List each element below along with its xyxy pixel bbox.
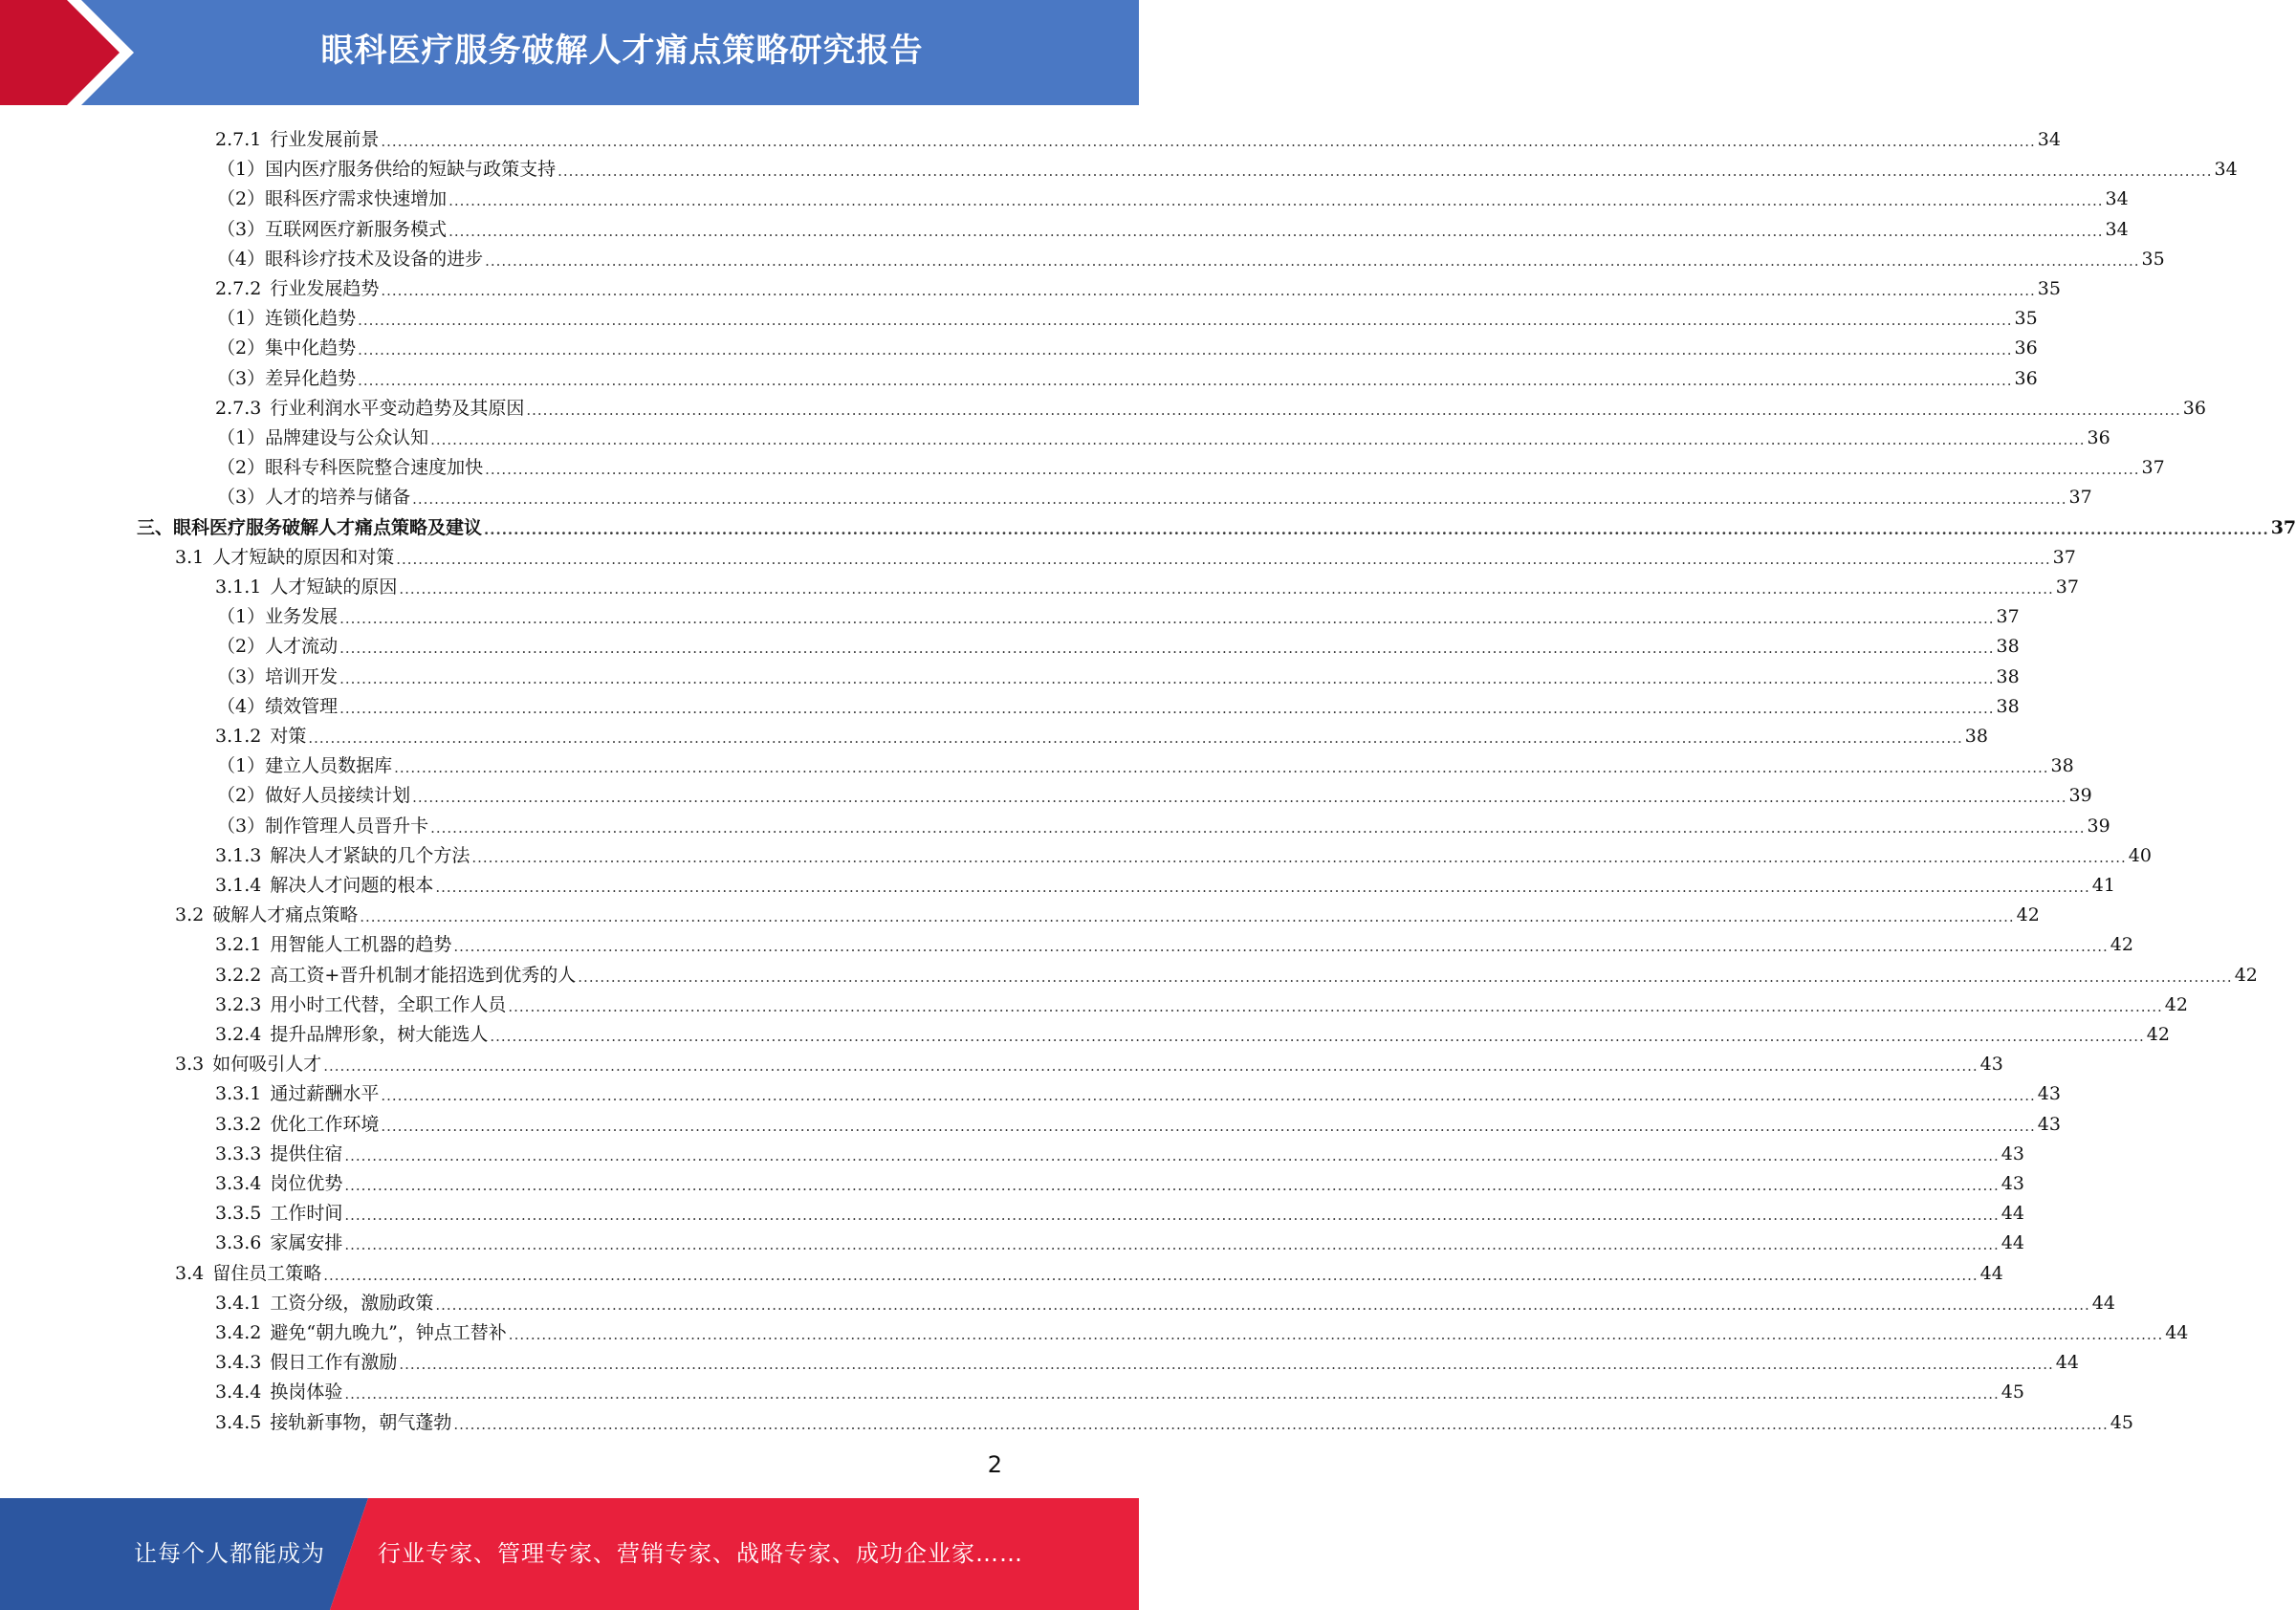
toc-entry-page: 44 <box>2001 1232 2024 1254</box>
toc-entry-number: 3.2.4 <box>215 1024 262 1045</box>
toc-dot-leader: ............................................................................................................................................................................................................................................................................................................ <box>430 818 2086 837</box>
toc-entry[interactable] <box>217 241 2165 271</box>
toc-entry[interactable] <box>217 300 2038 330</box>
toc-entry-page: 34 <box>2105 218 2129 240</box>
page-footer <box>0 1498 1139 1610</box>
toc-entry[interactable] <box>215 1106 2061 1136</box>
toc-entry-label: 行业利润水平变动趋势及其原因 <box>270 397 525 419</box>
toc-entry-number: （2） <box>217 785 266 807</box>
toc-entry-number: （1） <box>217 308 266 330</box>
toc-entry-number: 3.3.3 <box>215 1142 262 1164</box>
toc-entry[interactable] <box>215 1016 2170 1046</box>
toc-dot-leader: ............................................................................................................................................................................................................................................................................................................ <box>508 997 2163 1015</box>
toc-entry-number: 3.2 <box>175 904 205 926</box>
toc-entry[interactable] <box>215 718 1988 748</box>
toc-entry-number: （3） <box>217 815 266 837</box>
toc-dot-leader: ............................................................................................................................................................................................................................................................................................................ <box>396 550 2051 568</box>
toc-entry[interactable] <box>215 1136 2024 1165</box>
toc-dot-leader: ............................................................................................................................................................................................................................................................................................................ <box>490 1028 2145 1045</box>
toc-entry-label: 解决人才紧缺的几个方法 <box>270 844 470 866</box>
toc-entry-page: 40 <box>2128 844 2152 866</box>
toc-entry-number: （3） <box>217 218 266 240</box>
toc-entry-label: 工资分级，激励政策 <box>270 1292 434 1314</box>
toc-entry-page: 36 <box>2014 337 2038 359</box>
page-number: 2 <box>987 1451 1002 1478</box>
toc-entry[interactable] <box>215 1225 2024 1254</box>
toc-dot-leader: ............................................................................................................................................................................................................................................................................................................ <box>412 789 2067 807</box>
toc-entry-number: 3.4.3 <box>215 1352 262 1374</box>
toc-entry-number: 3.4.1 <box>215 1292 262 1314</box>
toc-entry[interactable] <box>217 330 2038 359</box>
toc-dot-leader: ............................................................................................................................................................................................................................................................................................................ <box>339 669 1995 687</box>
toc-dot-leader: ............................................................................................................................................................................................................................................................................................................ <box>453 938 2109 956</box>
toc-dot-leader: ............................................................................................................................................................................................................................................................................................................ <box>485 461 2140 479</box>
toc-entry-page: 42 <box>2164 993 2188 1015</box>
toc-entry-page: 37 <box>2270 516 2296 538</box>
toc-entry-page: 34 <box>2105 188 2129 210</box>
toc-entry[interactable] <box>215 926 2133 956</box>
toc-entry[interactable] <box>215 271 2061 300</box>
toc-entry-label: 眼科专科医院整合速度加快 <box>265 457 484 479</box>
toc-entry[interactable] <box>217 659 2020 688</box>
toc-entry-page: 37 <box>2068 487 2092 509</box>
toc-entry[interactable] <box>175 1255 2003 1285</box>
toc-entry[interactable] <box>217 211 2129 241</box>
toc-entry-label: 人才的培养与储备 <box>265 487 411 509</box>
toc-entry-number: （2） <box>217 337 266 359</box>
toc-entry-page: 39 <box>2087 815 2110 837</box>
toc-entry-label: 留住员工策略 <box>212 1262 322 1284</box>
toc-entry[interactable] <box>215 390 2206 420</box>
toc-entry[interactable] <box>175 539 2076 569</box>
toc-entry-label: 提供住宿 <box>270 1142 343 1164</box>
toc-entry-number: 3.4.2 <box>215 1322 262 1343</box>
toc-entry-page: 44 <box>2001 1203 2024 1225</box>
toc-entry[interactable] <box>217 777 2092 807</box>
toc-dot-leader: ............................................................................................................................................................................................................................................................................................................ <box>381 133 2036 150</box>
toc-entry-number: 2.7.1 <box>215 129 262 150</box>
page-header <box>0 0 1139 105</box>
toc-entry-page: 43 <box>2001 1142 2024 1164</box>
toc-entry-number: （3） <box>217 665 266 687</box>
toc-dot-leader: ............................................................................................................................................................................................................................................................................................................ <box>381 1117 2036 1135</box>
toc-entry-number: （1） <box>217 427 266 448</box>
toc-entry-number: 3.2.1 <box>215 934 262 956</box>
toc-entry-label: 岗位优势 <box>270 1173 343 1194</box>
toc-entry-number: 3.4.5 <box>215 1411 262 1433</box>
toc-entry[interactable] <box>217 449 2165 479</box>
toc-entry[interactable] <box>215 1165 2024 1195</box>
toc-entry-label: 建立人员数据库 <box>265 755 393 777</box>
toc-entry-number: 3.3.6 <box>215 1232 262 1254</box>
toc-entry[interactable] <box>175 897 2040 926</box>
toc-entry-page: 44 <box>2091 1292 2115 1314</box>
toc-entry-number: 3.3.2 <box>215 1113 262 1135</box>
toc-entry-number: （2） <box>217 188 266 210</box>
toc-entry-label: 对策 <box>270 726 307 747</box>
toc-dot-leader: ............................................................................................................................................................................................................................................................................................................ <box>435 879 2090 896</box>
toc-dot-leader: ............................................................................................................................................................................................................................................................................................................ <box>360 908 2015 926</box>
toc-entry-page: 38 <box>1964 726 1988 747</box>
toc-entry-label: 用小时工代替，全职工作人员 <box>270 993 507 1015</box>
toc-dot-leader: ............................................................................................................................................................................................................................................................................................................ <box>412 490 2067 509</box>
toc-entry-page: 37 <box>1996 606 2020 628</box>
toc-entry[interactable] <box>215 838 2152 867</box>
toc-entry-label: 假日工作有激励 <box>270 1352 398 1374</box>
toc-entry-number: 3.3.5 <box>215 1203 262 1225</box>
toc-dot-leader: ............................................................................................................................................................................................................................................................................................................ <box>323 1057 1979 1076</box>
toc-dot-leader: ............................................................................................................................................................................................................................................................................................................ <box>435 1295 2090 1314</box>
toc-dot-leader: ............................................................................................................................................................................................................................................................................................................ <box>394 759 2049 777</box>
toc-entry-page: 43 <box>2037 1083 2061 1105</box>
toc-dot-leader: ............................................................................................................................................................................................................................................................................................................ <box>358 341 2013 359</box>
toc-entry-page: 44 <box>2055 1352 2079 1374</box>
toc-entry-number: 3.4 <box>175 1262 205 1284</box>
toc-entry-label: 品牌建设与公众认知 <box>265 427 429 448</box>
toc-entry-label: 集中化趋势 <box>265 337 357 359</box>
toc-entry-label: 业务发展 <box>265 606 339 628</box>
toc-dot-leader: ............................................................................................................................................................................................................................................................................................................ <box>339 699 1995 717</box>
toc-dot-leader: ............................................................................................................................................................................................................................................................................................................ <box>399 580 2054 598</box>
toc-entry[interactable] <box>215 1076 2061 1105</box>
toc-entry-label: 高工资+晋升机制才能招选到优秀的人 <box>270 964 577 986</box>
toc-dot-leader: ............................................................................................................................................................................................................................................................................................................ <box>308 729 1963 747</box>
toc-entry-label: 眼科诊疗技术及设备的进步 <box>265 248 484 270</box>
toc-entry-label: 眼科医疗需求快速增加 <box>265 188 448 210</box>
toc-entry-label: 行业发展趋势 <box>270 278 380 299</box>
toc-entry-label: 优化工作环境 <box>270 1113 380 1135</box>
toc-entry-page: 37 <box>2055 577 2079 598</box>
toc-entry-number: 3.3.4 <box>215 1173 262 1194</box>
toc-entry-label: 行业发展前景 <box>270 129 380 150</box>
toc-entry-label: 人才短缺的原因和对策 <box>212 546 395 568</box>
toc-entry[interactable] <box>215 1374 2024 1403</box>
toc-entry-label: 用智能人工机器的趋势 <box>270 934 452 956</box>
toc-dot-leader: ............................................................................................................................................................................................................................................................................................................ <box>558 163 2213 181</box>
toc-entry-page: 38 <box>2050 755 2074 777</box>
toc-entry[interactable] <box>215 1404 2133 1434</box>
toc-entry-label: 做好人员接续计划 <box>265 785 411 807</box>
toc-entry-number: 3.1.3 <box>215 844 262 866</box>
toc-entry[interactable] <box>215 1195 2024 1225</box>
toc-entry-number: 3.2.2 <box>215 964 262 986</box>
toc-entry-label: 破解人才痛点策略 <box>212 904 359 926</box>
toc-entry-page: 38 <box>1996 665 2020 687</box>
toc-dot-leader: ............................................................................................................................................................................................................................................................................................................ <box>578 968 2233 986</box>
toc-dot-leader: ............................................................................................................................................................................................................................................................................................................ <box>453 1415 2109 1433</box>
toc-entry[interactable] <box>217 748 2074 777</box>
toc-entry[interactable] <box>217 628 2020 658</box>
toc-dot-leader: ............................................................................................................................................................................................................................................................................................................ <box>344 1177 2000 1194</box>
toc-entry[interactable] <box>137 510 2296 539</box>
toc-entry[interactable] <box>215 569 2079 598</box>
toc-entry-page: 38 <box>1996 636 2020 658</box>
toc-dot-leader: ............................................................................................................................................................................................................................................................................................................ <box>344 1207 2000 1225</box>
toc-entry-page: 45 <box>2001 1382 2024 1403</box>
toc-entry[interactable] <box>215 957 2258 987</box>
toc-entry-number: （1） <box>217 159 266 181</box>
toc-entry-page: 34 <box>2037 129 2061 150</box>
toc-dot-leader: ............................................................................................................................................................................................................................................................................................................ <box>358 371 2013 389</box>
toc-dot-leader: ............................................................................................................................................................................................................................................................................................................ <box>430 431 2086 448</box>
toc-entry-page: 35 <box>2014 308 2038 330</box>
toc-entry-label: 人才短缺的原因 <box>270 577 398 598</box>
toc-dot-leader: ............................................................................................................................................................................................................................................................................................................ <box>344 1146 2000 1164</box>
toc-entry-page: 43 <box>1979 1054 2003 1076</box>
toc-entry[interactable] <box>215 987 2188 1016</box>
footer-roles: 行业专家、管理专家、营销专家、战略专家、成功企业家…… <box>378 1540 1023 1567</box>
toc-entry[interactable] <box>217 808 2110 838</box>
toc-dot-leader: ............................................................................................................................................................................................................................................................................................................ <box>484 520 2269 538</box>
toc-entry[interactable] <box>215 1315 2189 1344</box>
toc-entry-page: 39 <box>2068 785 2092 807</box>
toc-entry-number: （3） <box>217 367 266 389</box>
toc-entry[interactable] <box>217 688 2020 718</box>
toc-entry-page: 36 <box>2014 367 2038 389</box>
toc-entry-number: 3.1.1 <box>215 577 262 598</box>
toc-entry-page: 42 <box>2110 934 2133 956</box>
toc-dot-leader: ............................................................................................................................................................................................................................................................................................................ <box>485 251 2140 270</box>
toc-entry-number: 3.1 <box>175 546 205 568</box>
toc-dot-leader: ............................................................................................................................................................................................................................................................................................................ <box>526 401 2181 419</box>
toc-dot-leader: ............................................................................................................................................................................................................................................................................................................ <box>508 1326 2164 1343</box>
toc-dot-leader: ............................................................................................................................................................................................................................................................................................................ <box>358 312 2013 330</box>
toc-dot-leader: ............................................................................................................................................................................................................................................................................................................ <box>448 192 2104 210</box>
toc-entry-number: 3.3.1 <box>215 1083 262 1105</box>
toc-entry[interactable] <box>217 181 2129 210</box>
toc-entry-page: 42 <box>2234 964 2258 986</box>
footer-slogan: 让每个人都能成为 <box>134 1540 325 1567</box>
toc-entry-label: 差异化趋势 <box>265 367 357 389</box>
toc-entry-label: 国内医疗服务供给的短缺与政策支持 <box>265 159 557 181</box>
toc-dot-leader: ............................................................................................................................................................................................................................................................................................................ <box>471 848 2127 866</box>
toc-entry[interactable] <box>217 151 2238 181</box>
toc-entry-label: 提升品牌形象，树大能选人 <box>270 1024 489 1045</box>
document-title: 眼科医疗服务破解人才痛点策略研究报告 <box>320 32 924 70</box>
toc-entry-number: 3.2.3 <box>215 993 262 1015</box>
toc-entry-number: （1） <box>217 606 266 628</box>
toc-entry-number: （4） <box>217 695 266 717</box>
toc-entry-number: 3.3 <box>175 1054 205 1076</box>
toc-entry-page: 35 <box>2141 248 2165 270</box>
toc-entry-label: 如何吸引人才 <box>212 1054 322 1076</box>
toc-entry-number: （2） <box>217 636 266 658</box>
toc-entry[interactable] <box>215 1344 2079 1374</box>
toc-entry-label: 人才流动 <box>265 636 339 658</box>
toc-entry-page: 43 <box>2037 1113 2061 1135</box>
toc-entry-page: 43 <box>2001 1173 2024 1194</box>
toc-entry[interactable] <box>217 420 2110 449</box>
toc-dot-leader: ............................................................................................................................................................................................................................................................................................................ <box>344 1236 2000 1254</box>
toc-entry-number: 3.1.4 <box>215 875 262 896</box>
toc-entry-label: 避免“朝九晚九”，钟点工替补 <box>270 1322 507 1343</box>
toc-dot-leader: ............................................................................................................................................................................................................................................................................................................ <box>381 282 2036 299</box>
toc-entry[interactable] <box>217 360 2038 390</box>
toc-dot-leader: ............................................................................................................................................................................................................................................................................................................ <box>323 1266 1979 1284</box>
toc-entry-label: 解决人才问题的根本 <box>270 875 434 896</box>
toc-entry[interactable] <box>217 479 2092 509</box>
toc-entry[interactable] <box>217 598 2020 628</box>
toc-entry-page: 36 <box>2087 427 2110 448</box>
toc-entry-page: 42 <box>2016 904 2040 926</box>
toc-entry-number: 3.1.2 <box>215 726 262 747</box>
toc-entry-page: 37 <box>2052 546 2076 568</box>
toc-dot-leader: ............................................................................................................................................................................................................................................................................................................ <box>381 1087 2036 1105</box>
toc-dot-leader: ............................................................................................................................................................................................................................................................................................................ <box>339 640 1995 658</box>
toc-dot-leader: ............................................................................................................................................................................................................................................................................................................ <box>399 1356 2054 1374</box>
toc-entry[interactable] <box>175 1046 2003 1076</box>
toc-entry-label: 换岗体验 <box>270 1382 343 1403</box>
toc-dot-leader: ............................................................................................................................................................................................................................................................................................................ <box>448 222 2104 240</box>
toc-entry-page: 36 <box>2182 397 2206 419</box>
toc-entry-number: （1） <box>217 755 266 777</box>
toc-entry-number: （4） <box>217 248 266 270</box>
toc-dot-leader: ............................................................................................................................................................................................................................................................................................................ <box>339 610 1995 628</box>
toc-entry-page: 35 <box>2037 278 2061 299</box>
toc-entry-number: 三、 <box>137 516 174 538</box>
toc-entry-number: 3.4.4 <box>215 1382 262 1403</box>
toc-entry-label: 绩效管理 <box>265 695 339 717</box>
toc-entry[interactable] <box>215 1285 2115 1315</box>
toc-entry-label: 工作时间 <box>270 1203 343 1225</box>
toc-entry-page: 37 <box>2141 457 2165 479</box>
toc-entry-number: （3） <box>217 487 266 509</box>
toc-entry-page: 41 <box>2091 875 2115 896</box>
toc-entry-label: 制作管理人员晋升卡 <box>265 815 429 837</box>
toc-entry-page: 45 <box>2110 1411 2133 1433</box>
toc-entry-page: 38 <box>1996 695 2020 717</box>
toc-entry-label: 互联网医疗新服务模式 <box>265 218 448 240</box>
toc-entry-number: 2.7.3 <box>215 397 262 419</box>
toc-entry-page: 44 <box>1979 1262 2003 1284</box>
toc-dot-leader: ............................................................................................................................................................................................................................................................................................................ <box>344 1385 2000 1403</box>
toc-entry-page: 34 <box>2214 159 2238 181</box>
toc-entry[interactable] <box>215 867 2115 897</box>
toc-entry-label: 通过薪酬水平 <box>270 1083 380 1105</box>
toc-entry-page: 44 <box>2165 1322 2189 1343</box>
toc-entry-label: 接轨新事物，朝气蓬勃 <box>270 1411 452 1433</box>
toc-entry[interactable] <box>215 121 2061 151</box>
toc-entry-label: 眼科医疗服务破解人才痛点策略及建议 <box>173 516 483 538</box>
toc-entry-number: 2.7.2 <box>215 278 262 299</box>
toc-entry-label: 连锁化趋势 <box>265 308 357 330</box>
toc-entry-number: （2） <box>217 457 266 479</box>
toc-entry-label: 家属安排 <box>270 1232 343 1254</box>
toc-entry-page: 42 <box>2146 1024 2170 1045</box>
toc-entry-label: 培训开发 <box>265 665 339 687</box>
